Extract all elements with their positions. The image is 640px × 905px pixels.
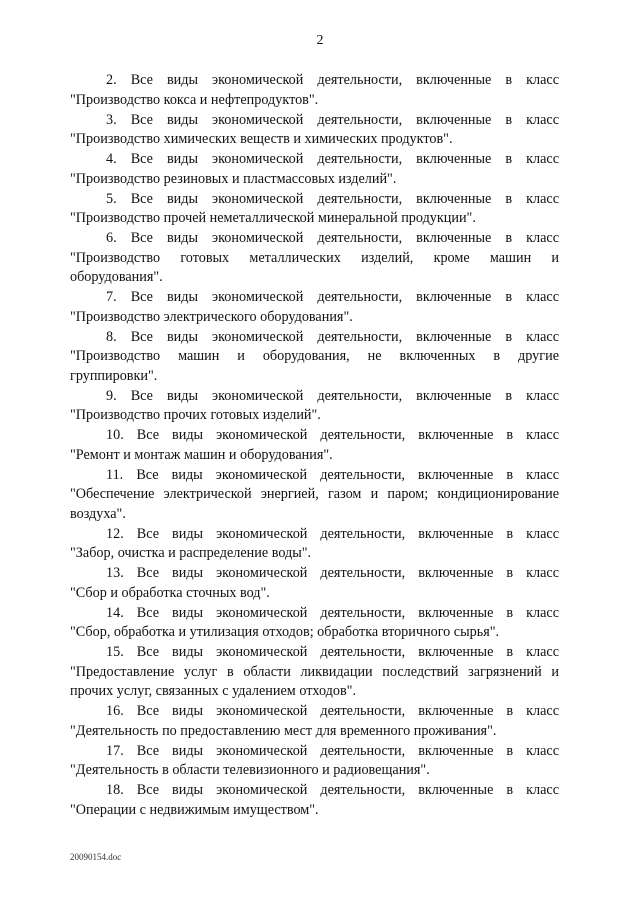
list-item-lead-text: Все виды экономической деятельности, включенные в класс: [136, 466, 560, 483]
list-item-first-line: [70, 150, 559, 170]
list-item: [70, 643, 559, 702]
list-item-continuation-line: "Производство кокса и нефтепродуктов".: [70, 91, 319, 108]
list-item-continuation-line: "Производство готовых металлических изделий, кроме машин и: [70, 249, 559, 266]
list-item-continuation-line: оборудования".: [70, 269, 163, 285]
list-item-first-line: [70, 466, 559, 486]
list-item: [70, 426, 559, 465]
list-item-continuation-line: "Производство прочих готовых изделий".: [70, 407, 321, 423]
list-item-continuation-line: "Сбор и обработка сточных вод".: [70, 584, 270, 601]
list-item-first-line: [70, 71, 559, 91]
list-item: [70, 564, 559, 603]
list-item-lead-text: Все виды экономической деятельности, включенные в класс: [136, 703, 559, 719]
list-item-number: 14.: [106, 604, 124, 621]
list-item-first-line: [70, 111, 559, 131]
list-item-continuation-line: "Производство химических веществ и химических продуктов".: [70, 131, 453, 147]
list-item-lead-text: Все виды экономической деятельности, включенные в класс: [130, 289, 560, 305]
list-item: [70, 190, 559, 229]
list-item-number: 4.: [106, 151, 117, 167]
list-item-first-line: [70, 604, 559, 624]
list-item: [70, 328, 559, 387]
list-item-lead-text: Все виды экономической деятельности, включенные в класс: [136, 565, 559, 581]
list-item-continuation-line: "Сбор, обработка и утилизация отходов; обработка вторичного сырья".: [70, 624, 500, 640]
list-item-continuation-line: "Производство машин и оборудования, не включенных в другие: [70, 348, 559, 364]
list-item-number: 8.: [106, 328, 117, 345]
list-item: [70, 229, 559, 288]
list-item-continuation-line: "Деятельность в области телевизионного и радиовещания".: [70, 762, 430, 778]
list-item: [70, 604, 559, 643]
list-item-lead-text: Все виды экономической деятельности, включенные в класс: [130, 328, 560, 345]
list-item-first-line: [70, 643, 559, 663]
list-item: [70, 702, 559, 741]
list-item-lead-text: Все виды экономической деятельности, включенные в класс: [130, 111, 560, 128]
list-item-continuation-line: "Производство прочей неметаллической минеральной продукции".: [70, 210, 476, 226]
list-item-lead-text: Все виды экономической деятельности, включенные в класс: [136, 604, 559, 621]
list-item-lead-text: Все виды экономической деятельности, включенные в класс: [136, 427, 559, 443]
list-item-continuation-line: "Предоставление услуг в области ликвидации последствий загрязнений и: [70, 663, 559, 680]
list-item-lead-text: Все виды экономической деятельности, включенные в класс: [136, 644, 559, 660]
list-item-number: 3.: [106, 111, 117, 128]
list-item-first-line: [70, 525, 559, 545]
list-item-continuation-line: "Деятельность по предоставлению мест для временного проживания".: [70, 722, 497, 739]
list-item-first-line: [70, 702, 559, 722]
file-name-footer: 20090154.doc: [70, 852, 122, 862]
list-item: [70, 466, 559, 525]
list-item: [70, 742, 559, 781]
list-item: [70, 111, 559, 150]
list-item-continuation-line: группировки".: [70, 367, 158, 384]
list-item-lead-text: Все виды экономической деятельности, включенные в класс: [136, 782, 559, 798]
list-item-number: 15.: [106, 644, 124, 660]
list-item-lead-text: Все виды экономической деятельности, включенные в класс: [136, 742, 559, 759]
list-item-number: 7.: [106, 289, 117, 305]
list-item-number: 13.: [106, 565, 124, 581]
list-item-lead-text: Все виды экономической деятельности, включенные в класс: [130, 151, 560, 167]
list-item-continuation-line: "Производство резиновых и пластмассовых изделий".: [70, 170, 397, 187]
list-item-number: 2.: [106, 72, 117, 88]
list-item-continuation-line: "Забор, очистка и распределение воды".: [70, 545, 312, 561]
list-item: [70, 387, 559, 426]
list-item-lead-text: Все виды экономической деятельности, включенные в класс: [130, 72, 560, 88]
list-item-first-line: [70, 229, 559, 249]
list-item-first-line: [70, 190, 559, 210]
document-body: [70, 71, 559, 820]
list-item: [70, 150, 559, 189]
list-item-lead-text: Все виды экономической деятельности, включенные в класс: [130, 230, 560, 246]
list-item-lead-text: Все виды экономической деятельности, включенные в класс: [130, 387, 560, 404]
list-item-number: 6.: [106, 230, 117, 246]
list-item-first-line: [70, 328, 559, 348]
list-item-number: 9.: [106, 387, 117, 404]
list-item-continuation-line: воздуха".: [70, 505, 126, 522]
list-item-number: 18.: [106, 782, 124, 798]
list-item-number: 5.: [106, 190, 117, 207]
list-item-first-line: [70, 387, 559, 407]
list-item-first-line: [70, 288, 559, 308]
list-item-first-line: [70, 781, 559, 801]
list-item-number: 17.: [106, 742, 124, 759]
list-item-continuation-line: "Операции с недвижимым имуществом".: [70, 801, 319, 818]
list-item-lead-text: Все виды экономической деятельности, включенные в класс: [130, 190, 560, 207]
list-item-first-line: [70, 564, 559, 584]
list-item-number: 10.: [106, 427, 124, 443]
list-item: [70, 525, 559, 564]
list-item-number: 11.: [106, 466, 124, 483]
list-item-continuation-line: "Обеспечение электрической энергией, газом и паром; кондиционирование: [70, 486, 559, 502]
list-item: [70, 781, 559, 820]
list-item-first-line: [70, 426, 559, 446]
page-number: 2: [316, 33, 324, 48]
list-item-number: 12.: [106, 525, 124, 542]
list-item-first-line: [70, 742, 559, 762]
list-item: [70, 71, 559, 110]
list-item-continuation-line: "Производство электрического оборудования".: [70, 308, 353, 325]
list-item-continuation-line: "Ремонт и монтаж машин и оборудования".: [70, 446, 333, 463]
list-item-continuation-line: прочих услуг, связанных с удалением отходов".: [70, 683, 357, 699]
list-item-number: 16.: [106, 703, 124, 719]
list-item-lead-text: Все виды экономической деятельности, включенные в класс: [136, 525, 559, 542]
list-item: [70, 288, 559, 327]
